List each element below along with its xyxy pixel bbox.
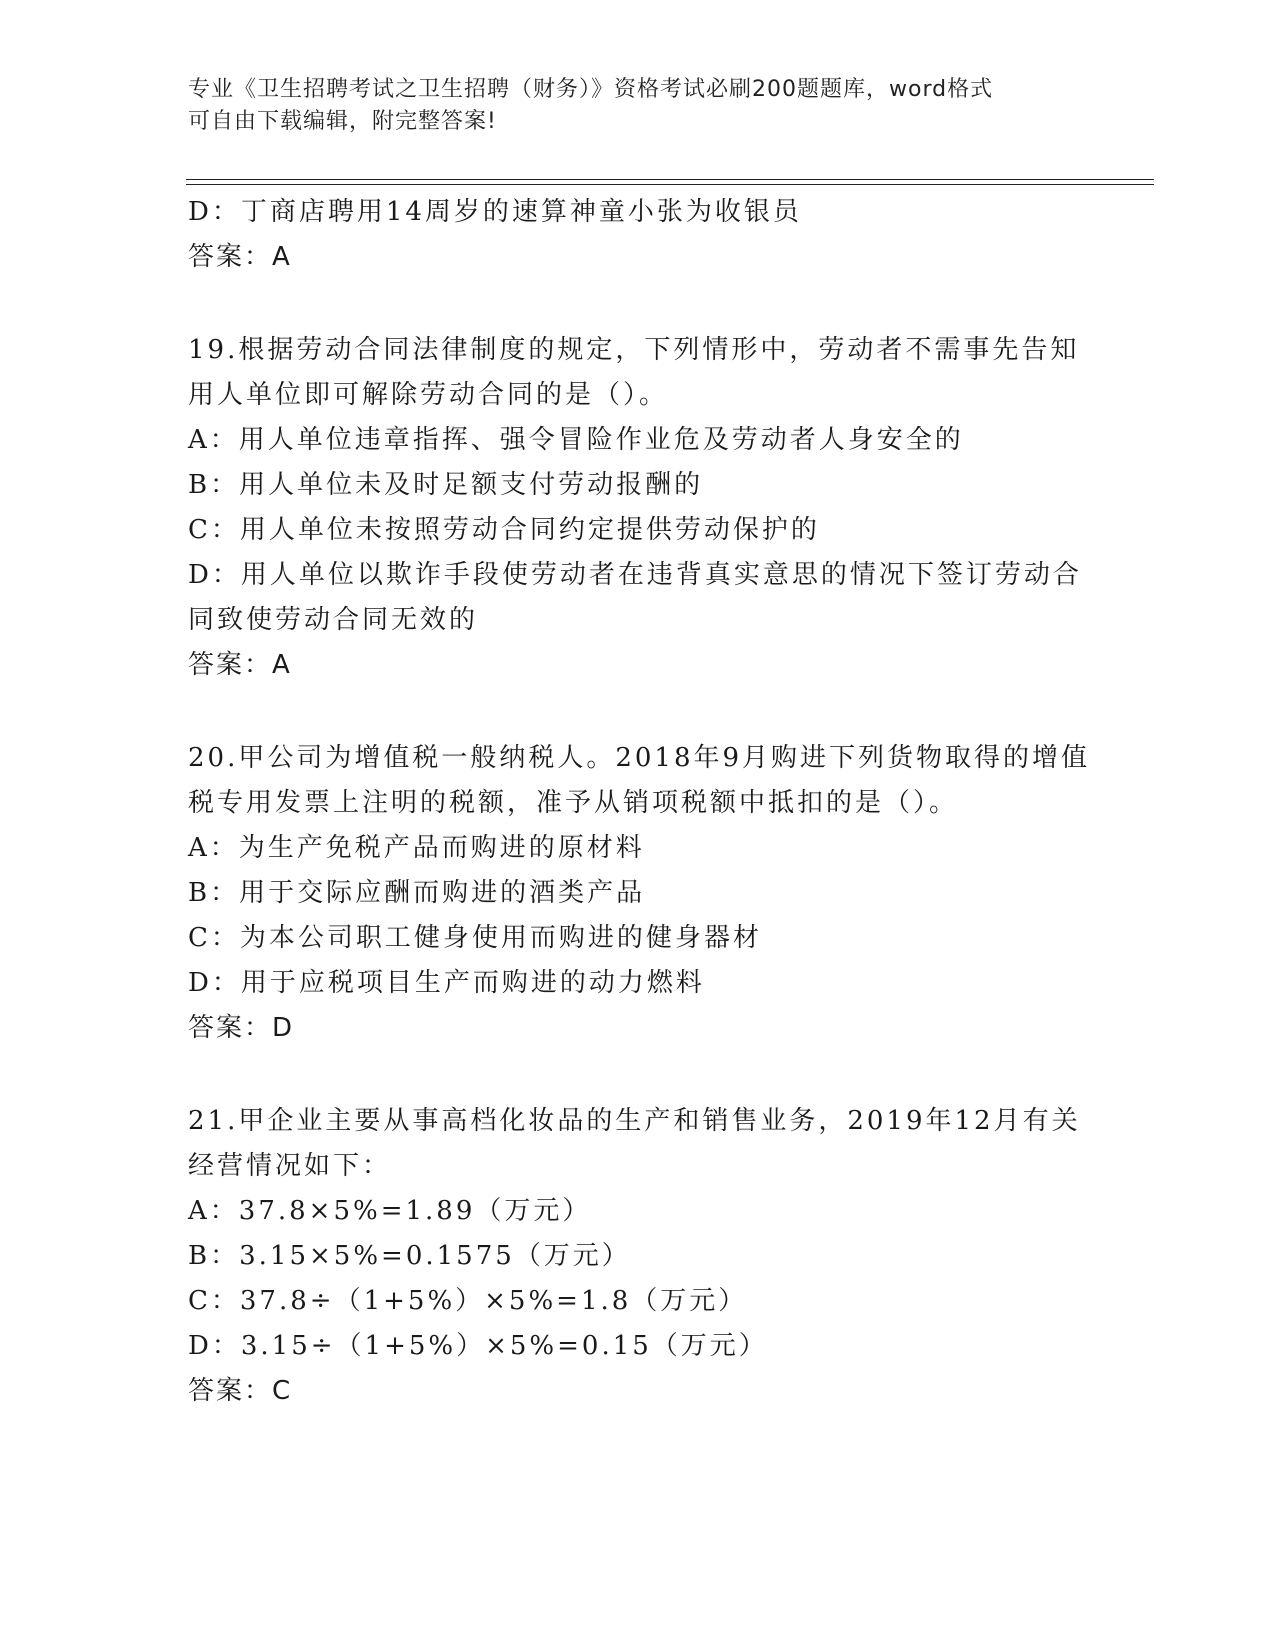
option-c: C：为本公司职工健身使用而购进的健身器材 bbox=[188, 923, 762, 953]
question-stem-line-2: 经营情况如下： bbox=[188, 1151, 392, 1181]
option-d: D：用于应税项目生产而购进的动力燃料 bbox=[188, 968, 705, 998]
question-stem-line-1: 21.甲企业主要从事高档化妆品的生产和销售业务，2019年12月有关 bbox=[188, 1106, 1081, 1136]
spacer bbox=[188, 280, 1088, 328]
option-d-line-1: D：用人单位以欺诈手段使劳动者在违背真实意思的情况下签订劳动合 bbox=[188, 560, 1082, 590]
question-stem-line-2: 税专用发票上注明的税额，准予从销项税额中抵扣的是（）。 bbox=[188, 788, 959, 818]
question-stem-line-1: 20.甲公司为增值税一般纳税人。2018年9月购进下列货物取得的增值 bbox=[188, 743, 1091, 773]
option-c: C：用人单位未按照劳动合同约定提供劳动保护的 bbox=[188, 515, 820, 545]
option-b: B：3.15×5%=0.1575（万元） bbox=[188, 1241, 631, 1271]
header-line-1: 专业《卫生招聘考试之卫生招聘（财务）》资格考试必刷200题题库，word格式 bbox=[188, 77, 994, 102]
option-d: D：丁商店聘用14周岁的速算神童小张为收银员 bbox=[188, 197, 802, 227]
answer: 答案：C bbox=[188, 1376, 293, 1406]
previous-question-tail bbox=[188, 190, 1088, 280]
header-divider-top bbox=[186, 179, 1154, 180]
question-stem-line-2: 用人单位即可解除劳动合同的是（）。 bbox=[188, 380, 669, 410]
option-a: A：为生产免税产品而购进的原材料 bbox=[188, 833, 645, 863]
option-d: D：3.15÷（1+5%）×5%=0.15（万元） bbox=[188, 1331, 768, 1361]
document-header bbox=[188, 74, 1068, 138]
question-19 bbox=[188, 328, 1088, 688]
question-21 bbox=[188, 1099, 1088, 1414]
header-line-2: 可自由下载编辑，附完整答案! bbox=[188, 109, 497, 134]
answer: 答案：A bbox=[188, 650, 292, 680]
header-divider-bottom bbox=[186, 184, 1154, 185]
question-20 bbox=[188, 736, 1091, 1051]
option-a: A：用人单位违章指挥、强令冒险作业危及劳动者人身安全的 bbox=[188, 425, 964, 455]
answer: 答案：D bbox=[188, 1013, 295, 1043]
option-b: B：用于交际应酬而购进的酒类产品 bbox=[188, 878, 646, 908]
option-b: B：用人单位未及时足额支付劳动报酬的 bbox=[188, 470, 704, 500]
option-d-line-2: 同致使劳动合同无效的 bbox=[188, 605, 479, 635]
spacer bbox=[188, 688, 1088, 736]
spacer bbox=[188, 1051, 1088, 1099]
option-a: A：37.8×5%=1.89（万元） bbox=[188, 1196, 592, 1226]
question-content bbox=[188, 190, 1091, 1414]
answer: 答案：A bbox=[188, 242, 292, 272]
option-c: C：37.8÷（1+5%）×5%=1.8（万元） bbox=[188, 1286, 748, 1316]
question-stem-line-1: 19.根据劳动合同法律制度的规定，下列情形中，劳动者不需事先告知 bbox=[188, 335, 1080, 365]
